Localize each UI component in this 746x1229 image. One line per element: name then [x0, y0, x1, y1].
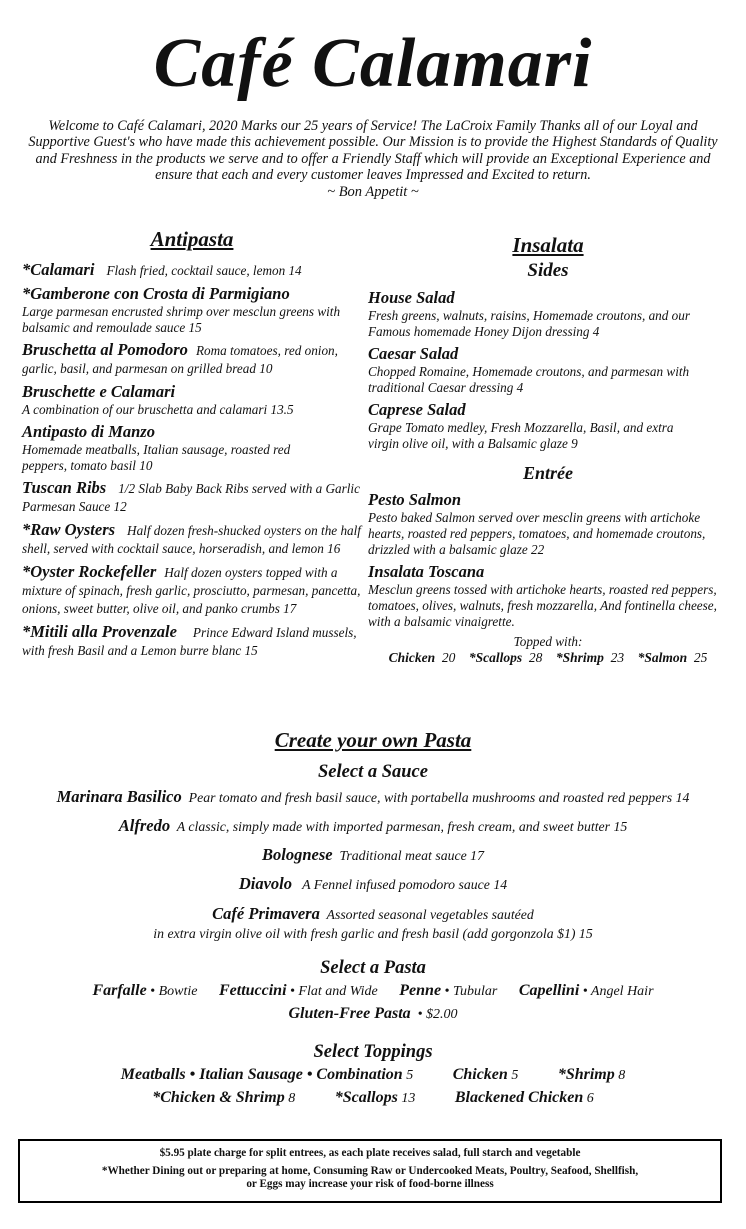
topping-price: 25 — [693, 650, 708, 665]
menu-item — [22, 622, 362, 660]
item-desc: Homemade meatballs, Italian sausage, roasted red peppers, tomato basil 10 — [22, 442, 291, 473]
item-desc: Mesclun greens tossed with artichoke hearts, roasted red peppers, tomatoes, olives, walnuts, fresh mozzarella, And fontinella cheese, with a balsamic vinaigrette. — [368, 582, 717, 629]
menu-item — [368, 562, 728, 630]
sauce-section — [0, 760, 746, 953]
item-name: House Salad — [368, 288, 455, 307]
sauce-name: Bolognese — [262, 845, 333, 864]
pasta-row — [0, 980, 746, 1003]
item-desc: Fresh greens, walnuts, raisins, Homemade croutons, and our Famous homemade Honey Dijon dressing 4 — [368, 308, 690, 339]
item-desc: Half dozen fresh-shucked oysters on the half shell, served with cocktail sauce, horseradish, and lemon 16 — [22, 523, 361, 556]
item-desc: Half dozen oysters topped with a mixture of spinach, fresh garlic, prosciutto, parmesan, pancetta, onions, sweet butter, olive oil, and panko crumbs 17 — [22, 565, 361, 616]
welcome-text: Welcome to Café Calamari, 2020 Marks our 25 years of Service! The LaCroix Family Thanks all of our Loyal and Supportive Guest's who have made this achievement possible. Our Mission is to provide the Highest Standards of Quality and Freshness in the products we serve and to offer a Friendly Staff which will provide an Exceptional Experience and ensure that each and every customer leaves Impressed and Excited to return. — [28, 118, 718, 184]
pasta-name: Farfalle — [92, 982, 147, 999]
toppings-heading: Select Toppings — [313, 1042, 433, 1062]
sauce-name: Diavolo — [238, 874, 293, 893]
pasta-select-section — [0, 956, 746, 1026]
sauce-item — [0, 875, 746, 894]
item-name: Caesar Salad — [368, 344, 459, 363]
topping-name: Chicken — [452, 1066, 508, 1083]
pasta-desc: • Angel Hair — [582, 984, 654, 999]
item-name: Pesto Salmon — [368, 490, 462, 509]
topping-name: *Shrimp — [557, 1066, 615, 1083]
topping-name: *Shrimp — [555, 650, 604, 665]
topping-combo: Meatballs • Italian Sausage • Combination — [120, 1066, 403, 1083]
menu-item — [368, 490, 728, 558]
menu-item — [22, 284, 362, 336]
menu-item — [22, 478, 362, 516]
item-desc: Chopped Romaine, Homemade croutons, and parmesan with traditional Caesar dressing 4 — [368, 364, 690, 395]
item-name: Bruschetta al Pomodoro — [22, 340, 188, 359]
antipasta-section — [22, 226, 362, 664]
footer-warning-line2: or Eggs may increase your risk of food-borne illness — [246, 1178, 494, 1190]
topping-price: 6 — [586, 1091, 594, 1106]
entree-toppings — [368, 650, 728, 666]
item-name: Antipasto di Manzo — [22, 422, 155, 441]
sauce-desc: A Fennel infused pomodoro sauce 14 — [302, 877, 508, 892]
pasta-row — [0, 1003, 746, 1026]
item-desc: Pesto baked Salmon served over mesclin greens with artichoke hearts, roasted red peppers, tomatoes, and homemade croutons, drizzled with a balsamic glaze 22 — [368, 510, 706, 557]
item-desc: Prince Edward Island mussels, with fresh Basil and a Lemon burre blanc 15 — [22, 625, 357, 658]
topping-price: 23 — [610, 650, 625, 665]
topping-price: 5 — [406, 1068, 414, 1083]
antipasta-heading: Antipasta — [150, 227, 234, 251]
menu-item — [368, 344, 728, 396]
sauce-desc: Traditional meat sauce 17 — [339, 848, 484, 863]
toppings-row — [0, 1064, 746, 1087]
footer-warning-line1: *Whether Dining out or preparing at home, Consuming Raw or Undercooked Meats, Poultry, Seafood, Shellfish, — [101, 1164, 639, 1177]
sauce-desc: A classic, simply made with imported parmesan, fresh cream, and sweet butter 15 — [176, 819, 628, 834]
menu-item — [22, 520, 362, 558]
topping-price: 8 — [288, 1091, 296, 1106]
item-name: Insalata Toscana — [368, 562, 485, 581]
welcome-signoff: ~ Bon Appetit ~ — [327, 183, 419, 200]
pasta-name: Penne — [399, 982, 442, 999]
menu-item — [22, 422, 362, 474]
pasta-desc: • Bowtie — [150, 984, 198, 999]
item-desc: A combination of our bruschetta and calamari 13.5 — [22, 402, 294, 417]
item-desc: Grape Tomato medley, Fresh Mozzarella, Basil, and extra virgin olive oil, with a Balsamic glaze 9 — [368, 420, 674, 451]
topping-name: *Chicken & Shrimp — [152, 1089, 285, 1106]
topping-name: Chicken — [388, 650, 436, 665]
item-name: *Mitili alla Provenzale — [22, 622, 177, 641]
item-desc: 1/2 Slab Baby Back Ribs served with a Garlic Parmesan Sauce 12 — [22, 481, 360, 514]
sauce-item — [0, 904, 746, 943]
topping-name: Blackened Chicken — [454, 1089, 584, 1106]
sauce-name: Marinara Basilico — [56, 787, 182, 806]
toppings-section — [0, 1040, 746, 1110]
sauce-item — [0, 788, 746, 807]
item-desc: Large parmesan encrusted shrimp over mesclun greens with balsamic and remoulade sauce 15 — [22, 304, 341, 335]
footer-warning — [20, 1165, 720, 1192]
item-name: *Calamari — [22, 260, 95, 279]
topping-price: 13 — [401, 1091, 416, 1106]
sauce-item — [0, 846, 746, 865]
topping-name: *Scallops — [468, 650, 523, 665]
menu-item — [22, 562, 362, 618]
pasta-select-heading: Select a Pasta — [320, 958, 426, 978]
insalata-heading: Insalata — [512, 233, 584, 257]
topping-price: 20 — [441, 650, 456, 665]
sauce-desc: Pear tomato and fresh basil sauce, with portabella mushrooms and roasted red peppers 14 — [188, 790, 690, 805]
pasta-name: Fettuccini — [218, 982, 287, 999]
item-name: *Gamberone con Crosta di Parmigiano — [22, 284, 290, 303]
item-name: *Raw Oysters — [22, 520, 116, 539]
pasta-desc: • Flat and Wide — [290, 984, 378, 999]
item-name: Tuscan Ribs — [22, 478, 107, 497]
entree-heading: Entrée — [522, 463, 573, 483]
sauce-desc: Assorted seasonal vegetables sautéed — [326, 907, 534, 922]
insalata-section — [368, 232, 728, 666]
toppings-row — [0, 1087, 746, 1110]
pasta-desc: • Tubular — [444, 984, 498, 999]
topping-price: 5 — [511, 1068, 519, 1083]
item-name: *Oyster Rockefeller — [22, 562, 157, 581]
footer-notice-box — [18, 1139, 722, 1203]
item-desc: Flash fried, cocktail sauce, lemon 14 — [106, 263, 302, 278]
item-name: Caprese Salad — [368, 400, 466, 419]
sides-subheading: Sides — [527, 260, 569, 281]
pasta-desc: • $2.00 — [417, 1007, 458, 1022]
item-name: Bruschette e Calamari — [22, 382, 176, 401]
sauce-desc-cont: in extra virgin olive oil with fresh garlic and fresh basil (add gorgonzola $1) 15 — [153, 926, 593, 941]
menu-item — [22, 260, 362, 280]
topping-price: 28 — [528, 650, 543, 665]
sauce-item — [0, 817, 746, 836]
pasta-name: Capellini — [518, 982, 580, 999]
topping-name: *Salmon — [637, 650, 688, 665]
menu-item — [368, 400, 728, 452]
topping-price: 8 — [618, 1068, 626, 1083]
footer-plate-charge: $5.95 plate charge for split entrees, as each plate receives salad, full starch and vegetable — [159, 1147, 581, 1159]
sauce-name: Café Primavera — [212, 904, 320, 923]
sauce-name: Alfredo — [118, 816, 171, 835]
pasta-name: Gluten-Free Pasta — [288, 1005, 411, 1022]
menu-item — [22, 382, 362, 418]
restaurant-title: Café Calamari — [153, 25, 593, 102]
welcome-message — [18, 118, 728, 200]
menu-item — [22, 340, 362, 378]
topping-name: *Scallops — [334, 1089, 398, 1106]
item-desc: Roma tomatoes, red onion, garlic, basil, and parmesan on grilled bread 10 — [22, 343, 338, 376]
pasta-heading: Create your own Pasta — [274, 728, 472, 752]
sauce-heading: Select a Sauce — [318, 762, 428, 782]
topped-with-label: Topped with: — [513, 634, 583, 649]
menu-item — [368, 288, 728, 340]
